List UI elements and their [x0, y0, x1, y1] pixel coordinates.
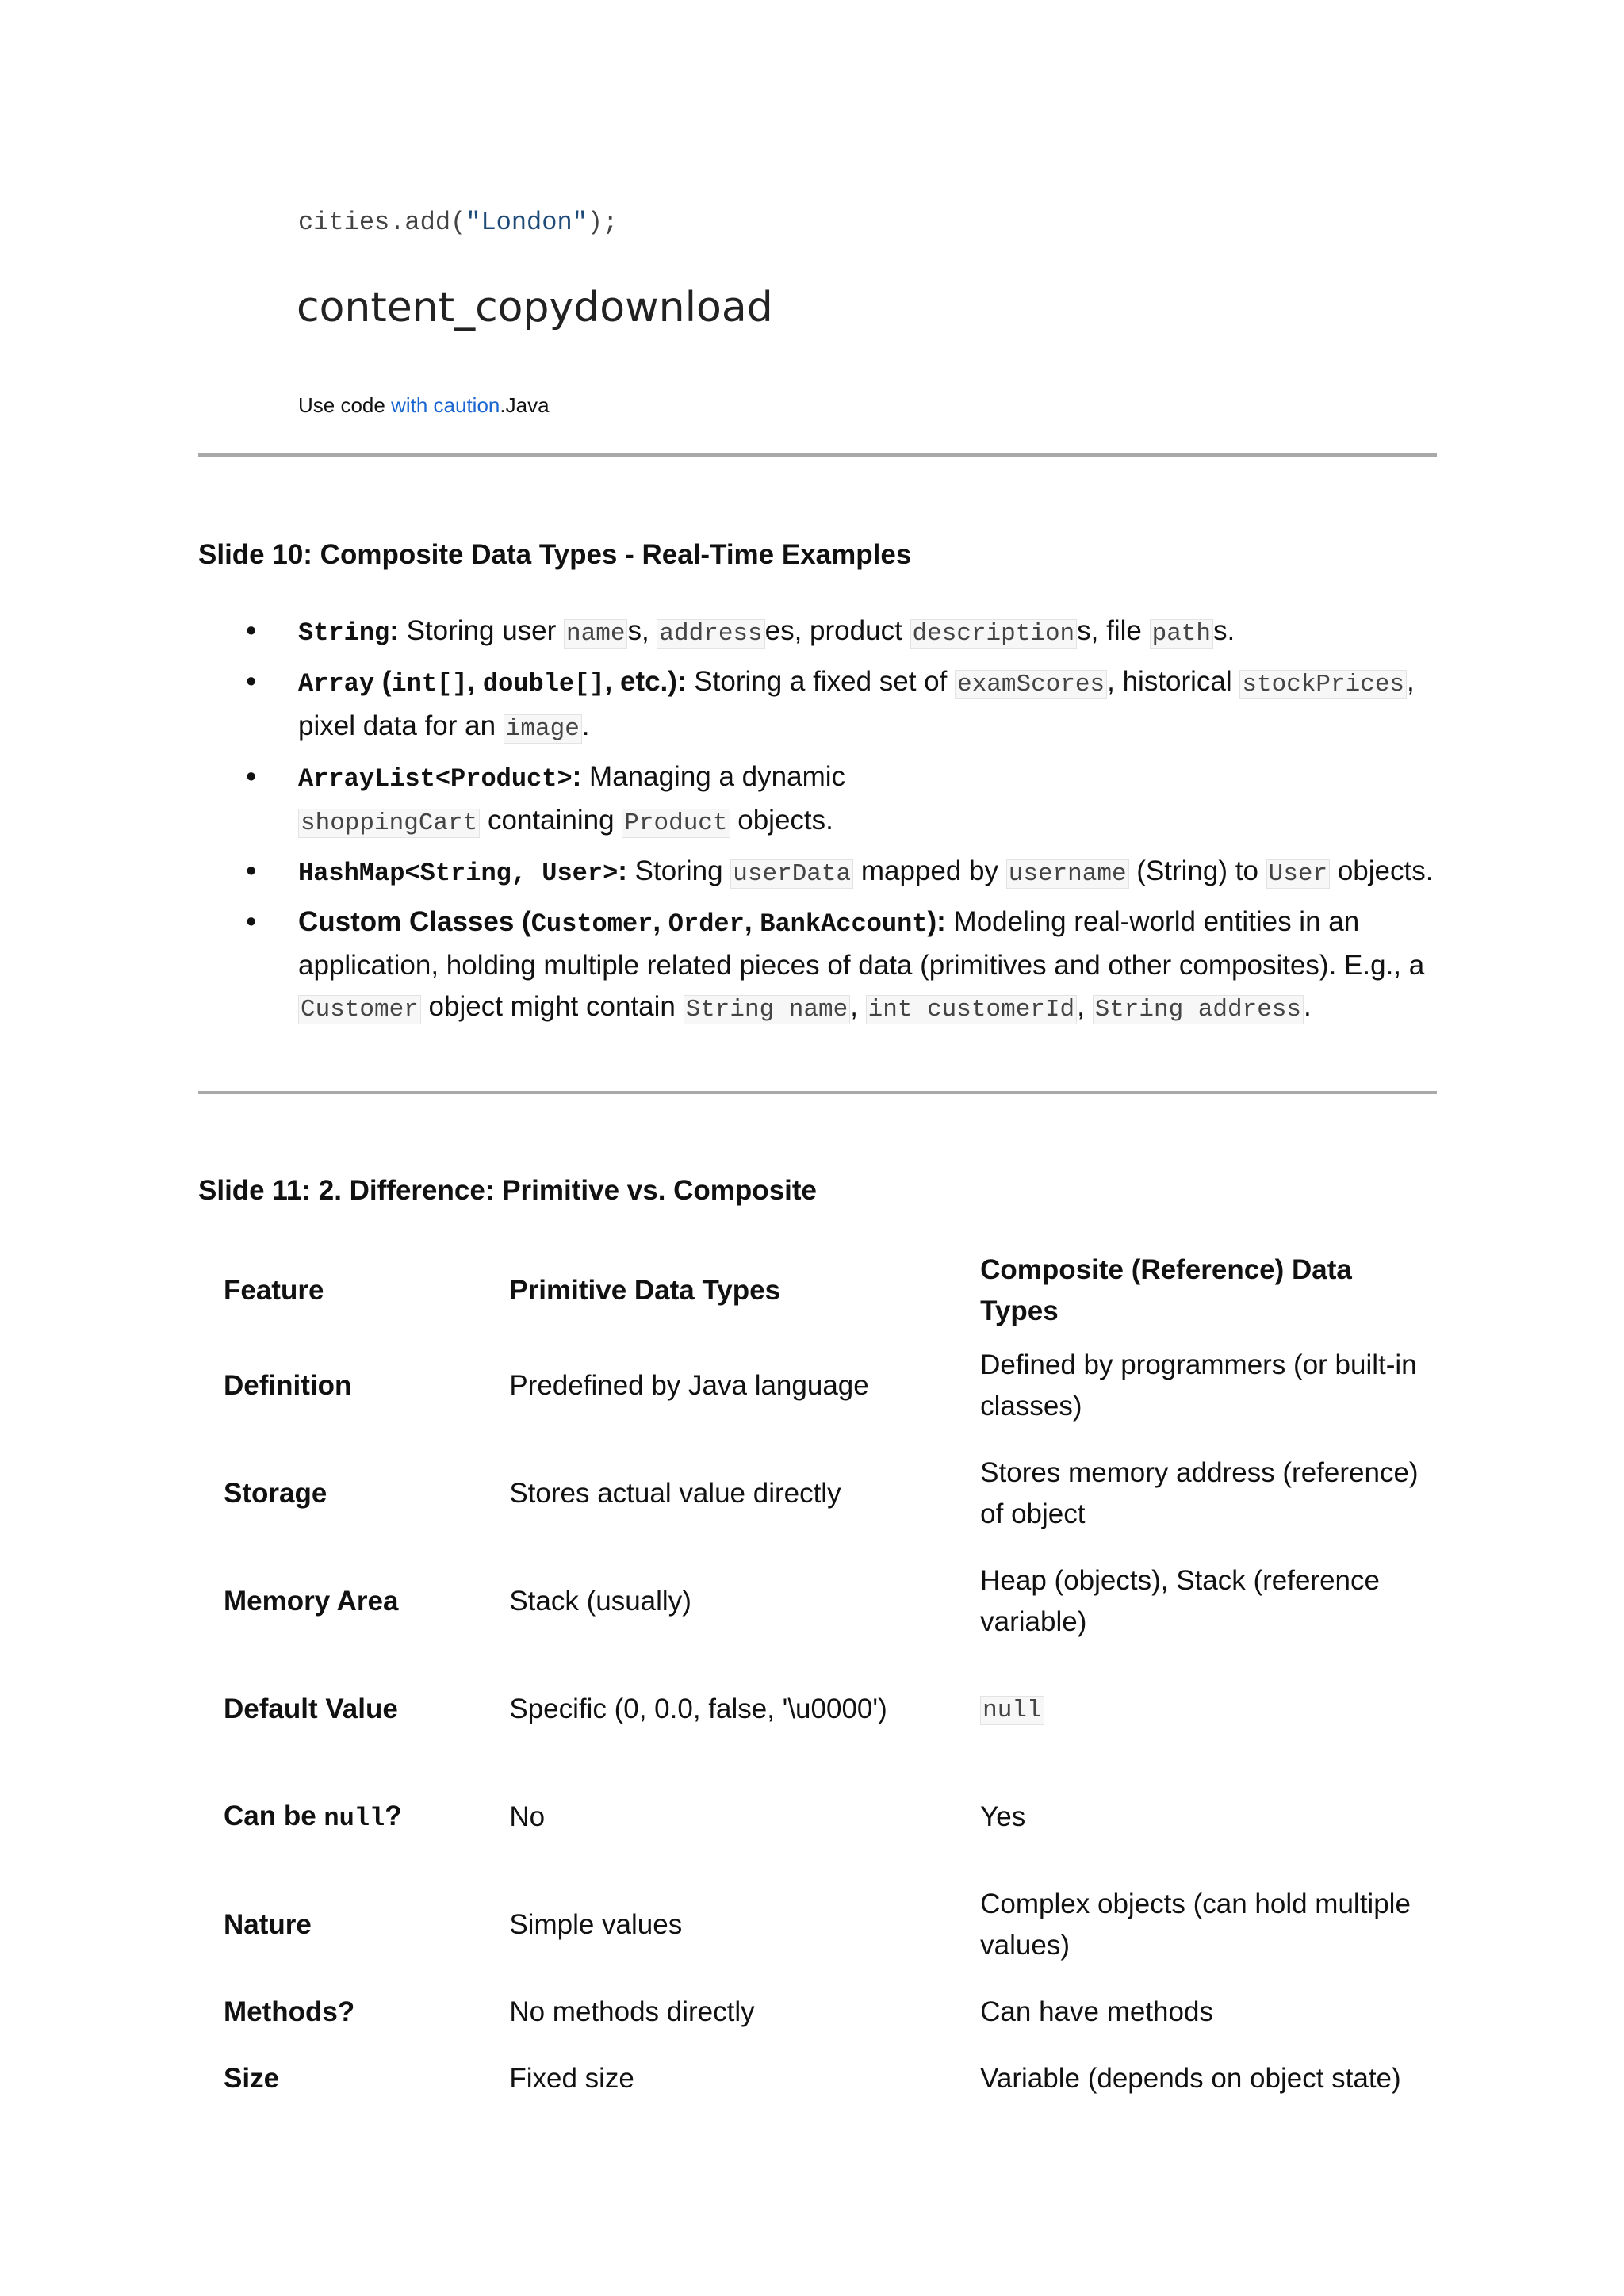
code-snippet: [298, 208, 618, 237]
composite-cell: Stores memory address (reference) of object: [980, 1457, 1419, 1529]
inline-code: stockPrices: [1239, 670, 1407, 699]
list-item: • Array (int[], double[], etc.): Storing a fixed set of examScores, historical stockPrices, pixel data for an image.: [298, 661, 1440, 750]
term: ArrayList<Product>: [298, 764, 573, 794]
feature-cell: Can be null?: [224, 1800, 402, 1833]
column-header: Feature: [224, 1275, 324, 1306]
primitive-cell: Fixed size: [509, 2063, 634, 2094]
term: HashMap<String, User>: [298, 859, 619, 888]
table-row: [198, 1332, 1435, 1440]
table-row: [198, 1655, 1435, 1763]
primitive-cell: Simple values: [509, 1909, 683, 1940]
feature-cell: Size: [224, 2063, 280, 2094]
feature-cell: Memory Area: [224, 1586, 399, 1617]
inline-code: int customerId: [866, 995, 1077, 1024]
primitive-cell: Specific (0, 0.0, false, '\u0000'): [509, 1693, 887, 1724]
slide-11-title: Slide 11: 2. Difference: Primitive vs. Composite: [198, 1175, 817, 1206]
inline-code: Customer: [298, 995, 421, 1024]
table-row: [198, 1979, 1435, 2045]
feature-cell: Methods?: [224, 1996, 355, 2027]
divider: [198, 453, 1437, 457]
composite-cell: Heap (objects), Stack (reference variable): [980, 1565, 1380, 1637]
inline-code: null: [980, 1696, 1044, 1725]
term: Array: [298, 669, 375, 698]
composite-cell: Complex objects (can hold multiple values): [980, 1888, 1411, 1961]
table-row: [198, 2045, 1435, 2112]
inline-code: name: [564, 619, 627, 649]
term: String: [298, 618, 390, 648]
table-row: [198, 1440, 1435, 1548]
primitive-cell: Predefined by Java language: [509, 1370, 869, 1401]
code-prefix: cities.add(: [298, 208, 466, 237]
composite-cell: Yes: [980, 1801, 1026, 1832]
caution-link[interactable]: with caution: [391, 393, 500, 417]
inline-code: examScores: [955, 670, 1107, 699]
inline-code: Product: [622, 809, 730, 838]
inline-code: image: [504, 714, 582, 744]
inline-code: address: [657, 619, 764, 649]
term: Custom Classes (: [298, 906, 531, 937]
code-suffix: );: [587, 208, 619, 237]
composite-cell: Can have methods: [980, 1996, 1213, 2027]
list-item: • ArrayList<Product>: Managing a dynamic shoppingCart containing Product objects.: [298, 756, 1440, 844]
inline-code: User: [1266, 859, 1330, 889]
primitive-cell: No methods directly: [509, 1996, 755, 2027]
caution-line: [298, 393, 550, 418]
code-string-literal: "London": [465, 208, 588, 237]
composite-cell: Defined by programmers (or built-in classes): [980, 1349, 1417, 1422]
column-header: Composite (Reference) Data Types: [980, 1254, 1352, 1326]
feature-cell: Default Value: [224, 1693, 398, 1724]
inline-code: String address: [1093, 995, 1304, 1024]
slide-10-title: Slide 10: Composite Data Types - Real-Time Examples: [198, 539, 912, 570]
primitive-cell: Stack (usually): [509, 1586, 691, 1617]
inline-code: path: [1150, 619, 1213, 649]
column-header: Primitive Data Types: [509, 1275, 781, 1306]
inline-code: String name: [684, 995, 851, 1024]
list-item: • Custom Classes (Customer, Order, BankAccount): Modeling real-world entities in an application, holding multiple related pieces of data (primitives and other composites). E.g., a Customer object might contain String name, int customerId, String address.: [298, 901, 1440, 1031]
table-row: [198, 1763, 1435, 1871]
divider: [198, 1091, 1437, 1094]
caution-prefix: Use code: [298, 393, 392, 417]
composite-cell: Variable (depends on object state): [980, 2063, 1401, 2094]
inline-code: shoppingCart: [298, 809, 480, 838]
inline-code: null: [324, 1803, 385, 1833]
table-row: [198, 1871, 1435, 1979]
list-item: • String: Storing user names, addresses, product descriptions, file paths.: [298, 610, 1440, 655]
table-header-row: [198, 1249, 1435, 1332]
inline-code: description: [910, 619, 1078, 649]
composite-cell: [955, 1655, 1435, 1763]
inline-code: userData: [730, 859, 853, 889]
feature-cell: Definition: [224, 1370, 352, 1401]
caution-suffix: .Java: [500, 393, 550, 417]
table-row: [198, 1548, 1435, 1655]
inline-code: username: [1006, 859, 1129, 889]
feature-cell: Nature: [224, 1909, 312, 1940]
comparison-table: [198, 1249, 1435, 2112]
primitive-cell: Stores actual value directly: [509, 1478, 841, 1509]
feature-cell: Storage: [224, 1478, 327, 1509]
copy-download-label[interactable]: content_copydownload: [297, 284, 773, 331]
list-item: • HashMap<String, User>: Storing userData mapped by username (String) to User objects.: [298, 851, 1440, 895]
primitive-cell: No: [509, 1801, 546, 1832]
composite-examples-list: [298, 610, 1440, 1037]
